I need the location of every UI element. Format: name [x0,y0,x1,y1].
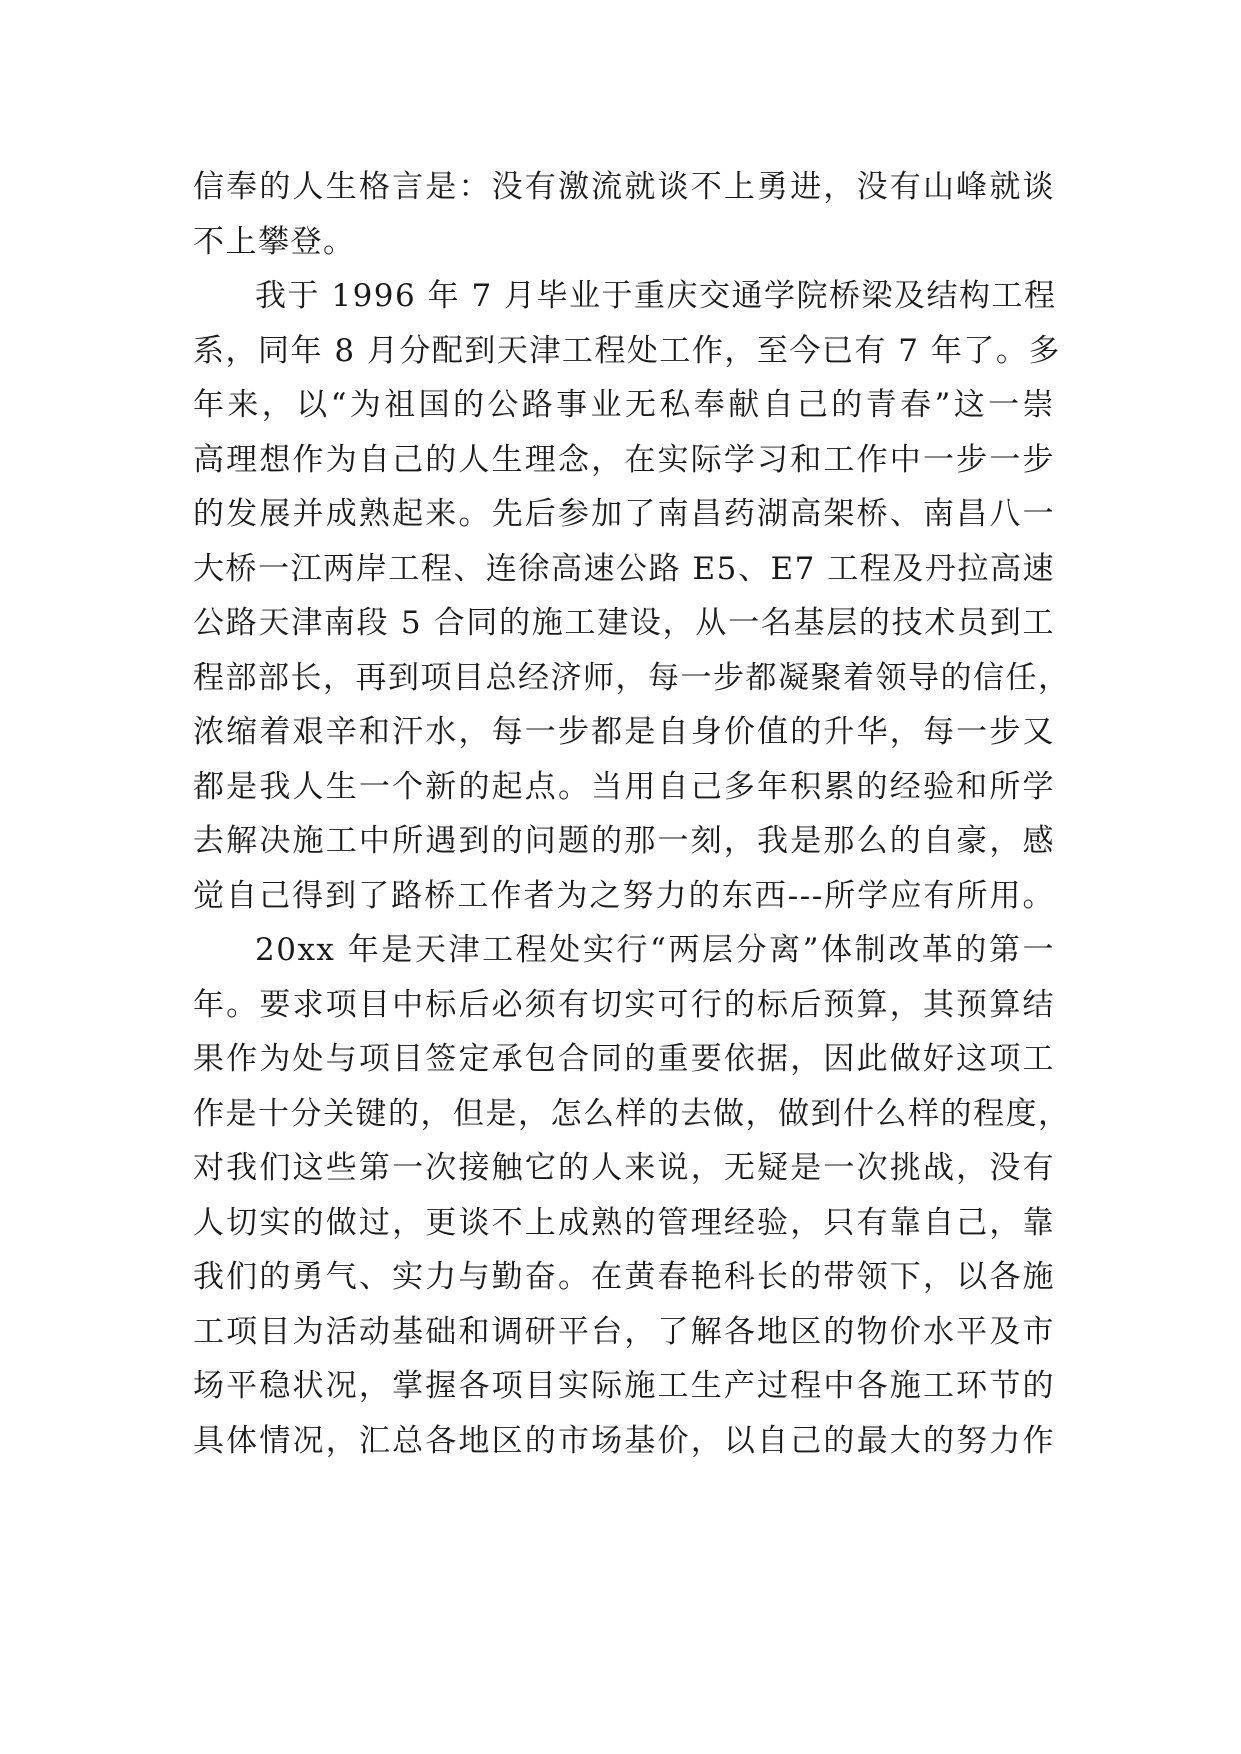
text-line: 去解决施工中所遇到的问题的那一刻，我是那么的自豪，感 [193,823,1055,859]
text-line: 系，同年 8 月分配到天津工程处工作，至今已有 7 年了。多 [193,332,1061,369]
text-line: 信奉的人生格言是：没有激流就谈不上勇进，没有山峰就谈 [193,169,1055,205]
text-line: 人切实的做过，更谈不上成熟的管理经验，只有靠自己，靠 [193,1204,1055,1241]
text-line: 工项目为活动基础和调研平台，了解各地区的物价水平及市 [193,1313,1055,1350]
text-line: 高理想作为自己的人生理念，在实际学习和工作中一步一步 [193,441,1055,478]
text-line: 浓缩着艰辛和汗水，每一步都是自身价值的升华，每一步又 [193,714,1055,750]
text-line: 大桥一江两岸工程、连徐高速公路 E5、E7 工程及丹拉高速 [193,550,1055,587]
text-line: 都是我人生一个新的起点。当用自己多年积累的经验和所学 [193,768,1055,805]
text-line: 具体情况，汇总各地区的市场基价，以自己的最大的努力作 [193,1422,1055,1459]
body-text [193,160,1071,1468]
text-line: 年来，以“为祖国的公路事业无私奉献自己的青春”这一崇 [193,387,1055,423]
text-line: 果作为处与项目签定承包合同的重要依据，因此做好这项工 [193,1041,1055,1077]
text-line: 的发展并成熟起来。先后参加了南昌药湖高架桥、南昌八一 [193,496,1055,532]
text-line: 20xx 年是天津工程处实行“两层分离”体制改革的第一 [255,932,1055,968]
text-line: 我于 1996 年 7 月毕业于重庆交通学院桥梁及结构工程 [255,278,1057,314]
text-line: 作是十分关键的，但是，怎么样的去做，做到什么样的程度， [193,1095,1071,1132]
text-line: 程部部长，再到项目总经济师，每一步都凝聚着领导的信任， [193,659,1071,696]
text-line: 年。要求项目中标后必须有切实可行的标后预算，其预算结 [193,986,1055,1023]
text-line: 觉自己得到了路桥工作者为之努力的东西---所学应有所用。 [193,877,1055,914]
text-line: 不上攀登。 [193,223,356,260]
text-line: 场平稳状况，掌握各项目实际施工生产过程中各施工环节的 [193,1368,1055,1404]
text-line: 对我们这些第一次接触它的人来说，无疑是一次挑战，没有 [193,1150,1055,1186]
text-line: 公路天津南段 5 合同的施工建设，从一名基层的技术员到工 [193,605,1055,641]
text-line: 我们的勇气、实力与勤奋。在黄春艳科长的带领下，以各施 [193,1259,1055,1295]
